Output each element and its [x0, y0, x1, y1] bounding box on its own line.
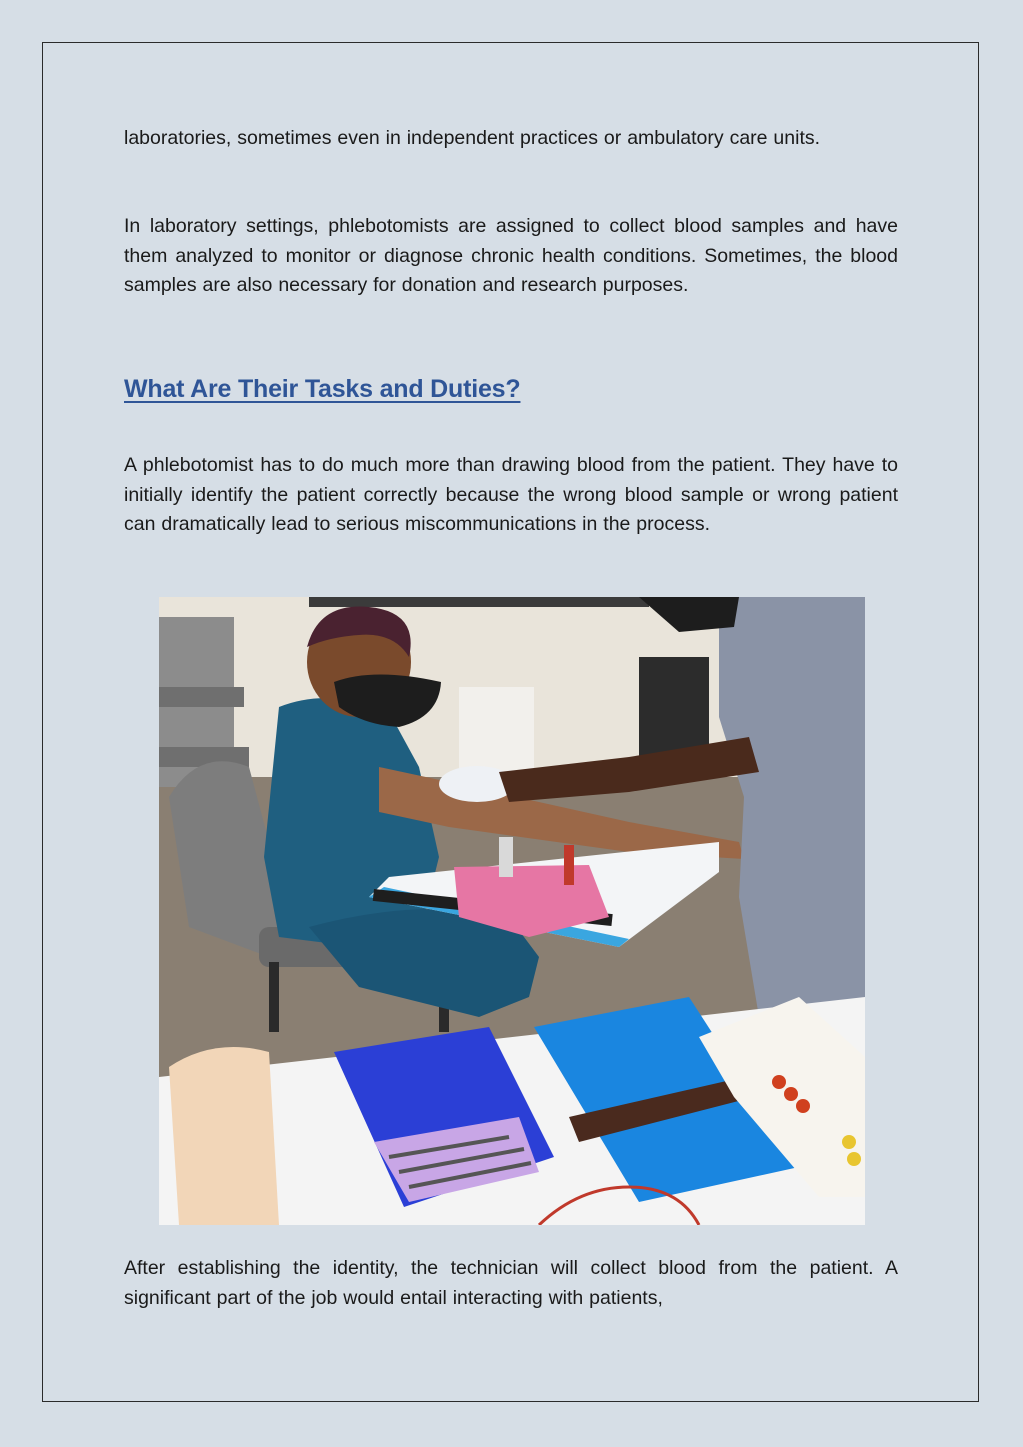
paragraph-collection: After establishing the identity, the technician will collect blood from the patient. A significant part of the job would entail interacting with patients, [124, 1257, 898, 1309]
phlebotomy-photo [159, 597, 865, 1225]
paragraph-duties: A phlebotomist has to do much more than drawing blood from the patient. They have to initially identify the patient correctly because the wrong blood sample or wrong patient can dramatically lead to serious miscommunications in the process. [124, 454, 898, 535]
paragraph-lab-settings: In laboratory settings, phlebotomists are assigned to collect blood samples and have them analyzed to monitor or diagnose chronic health conditions. Sometimes, the blood samples are also necessary for donation and research purposes. [124, 215, 898, 296]
section-heading: What Are Their Tasks and Duties? [124, 375, 521, 403]
paragraph-labs-intro: laboratories, sometimes even in independent practices or ambulatory care units. [124, 127, 821, 149]
